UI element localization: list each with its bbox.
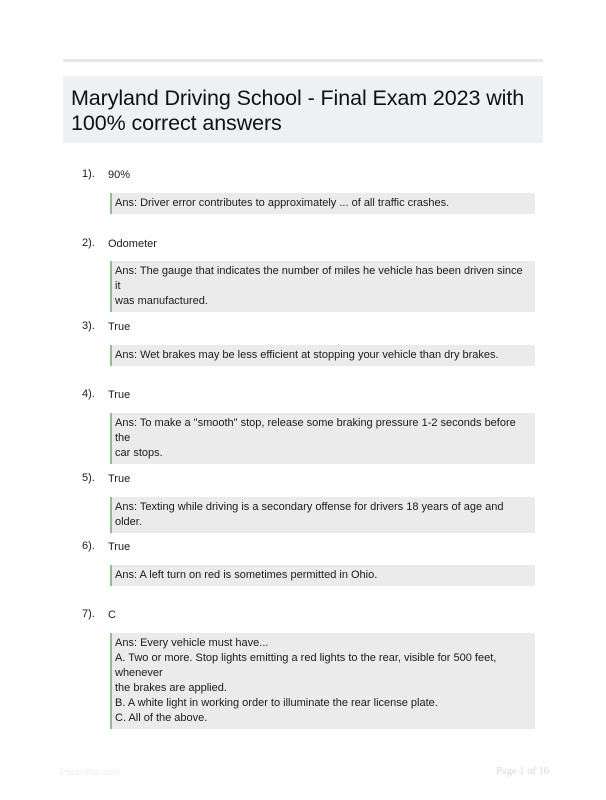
watermark-text: Papertthic.com bbox=[60, 767, 121, 777]
explanation-box bbox=[110, 413, 535, 464]
question-number: 5). bbox=[82, 472, 95, 484]
document-title: Maryland Driving School - Final Exam 2023 with 100% correct answers bbox=[71, 86, 525, 135]
question-number: 1). bbox=[82, 168, 95, 180]
explanation-box bbox=[110, 193, 535, 214]
answer-text: True bbox=[108, 473, 131, 485]
answer-text: True bbox=[108, 389, 131, 401]
explanation-line: the brakes are applied. bbox=[115, 682, 227, 694]
explanation-line: Ans: Every vehicle must have... bbox=[115, 637, 269, 649]
explanation-box bbox=[110, 565, 535, 586]
explanation-line: was manufactured. bbox=[115, 295, 208, 307]
answer-text: C bbox=[108, 609, 116, 621]
explanation-box bbox=[110, 345, 535, 366]
answer-text: True bbox=[108, 321, 131, 333]
explanation-line: A. Two or more. Stop lights emitting a red lights to the rear, visible for 500 feet, whenever bbox=[115, 652, 497, 679]
title-banner bbox=[63, 76, 543, 143]
explanation-line: Ans: To make a "smooth" stop, release some braking pressure 1-2 seconds before the bbox=[115, 417, 516, 444]
explanation-line: car stops. bbox=[115, 447, 163, 459]
top-divider bbox=[63, 59, 543, 62]
question-number: 2). bbox=[82, 237, 95, 249]
explanation-line: Ans: The gauge that indicates the number of miles he vehicle has been driven since it bbox=[115, 265, 523, 292]
explanation-line: Ans: Driver error contributes to approximately ... of all traffic crashes. bbox=[115, 197, 450, 209]
explanation-box bbox=[110, 261, 535, 312]
explanation-line: Ans: Texting while driving is a secondary offense for drivers 18 years of age and older. bbox=[115, 501, 504, 528]
question-number: 6). bbox=[82, 540, 95, 552]
explanation-line: Ans: A left turn on red is sometimes permitted in Ohio. bbox=[115, 569, 378, 581]
answer-text: True bbox=[108, 541, 131, 553]
explanation-line: B. A white light in working order to illuminate the rear license plate. bbox=[115, 697, 438, 709]
question-number: 7). bbox=[82, 608, 95, 620]
explanation-line: C. All of the above. bbox=[115, 712, 208, 724]
explanation-line: Ans: Wet brakes may be less efficient at stopping your vehicle than dry brakes. bbox=[115, 349, 499, 361]
answer-text: Odometer bbox=[108, 238, 157, 250]
answer-text: 90% bbox=[108, 169, 131, 181]
explanation-box bbox=[110, 497, 535, 533]
explanation-box bbox=[110, 633, 535, 729]
question-number: 3). bbox=[82, 320, 95, 332]
page-number: Page 1 of 16 bbox=[496, 766, 549, 777]
question-number: 4). bbox=[82, 388, 95, 400]
